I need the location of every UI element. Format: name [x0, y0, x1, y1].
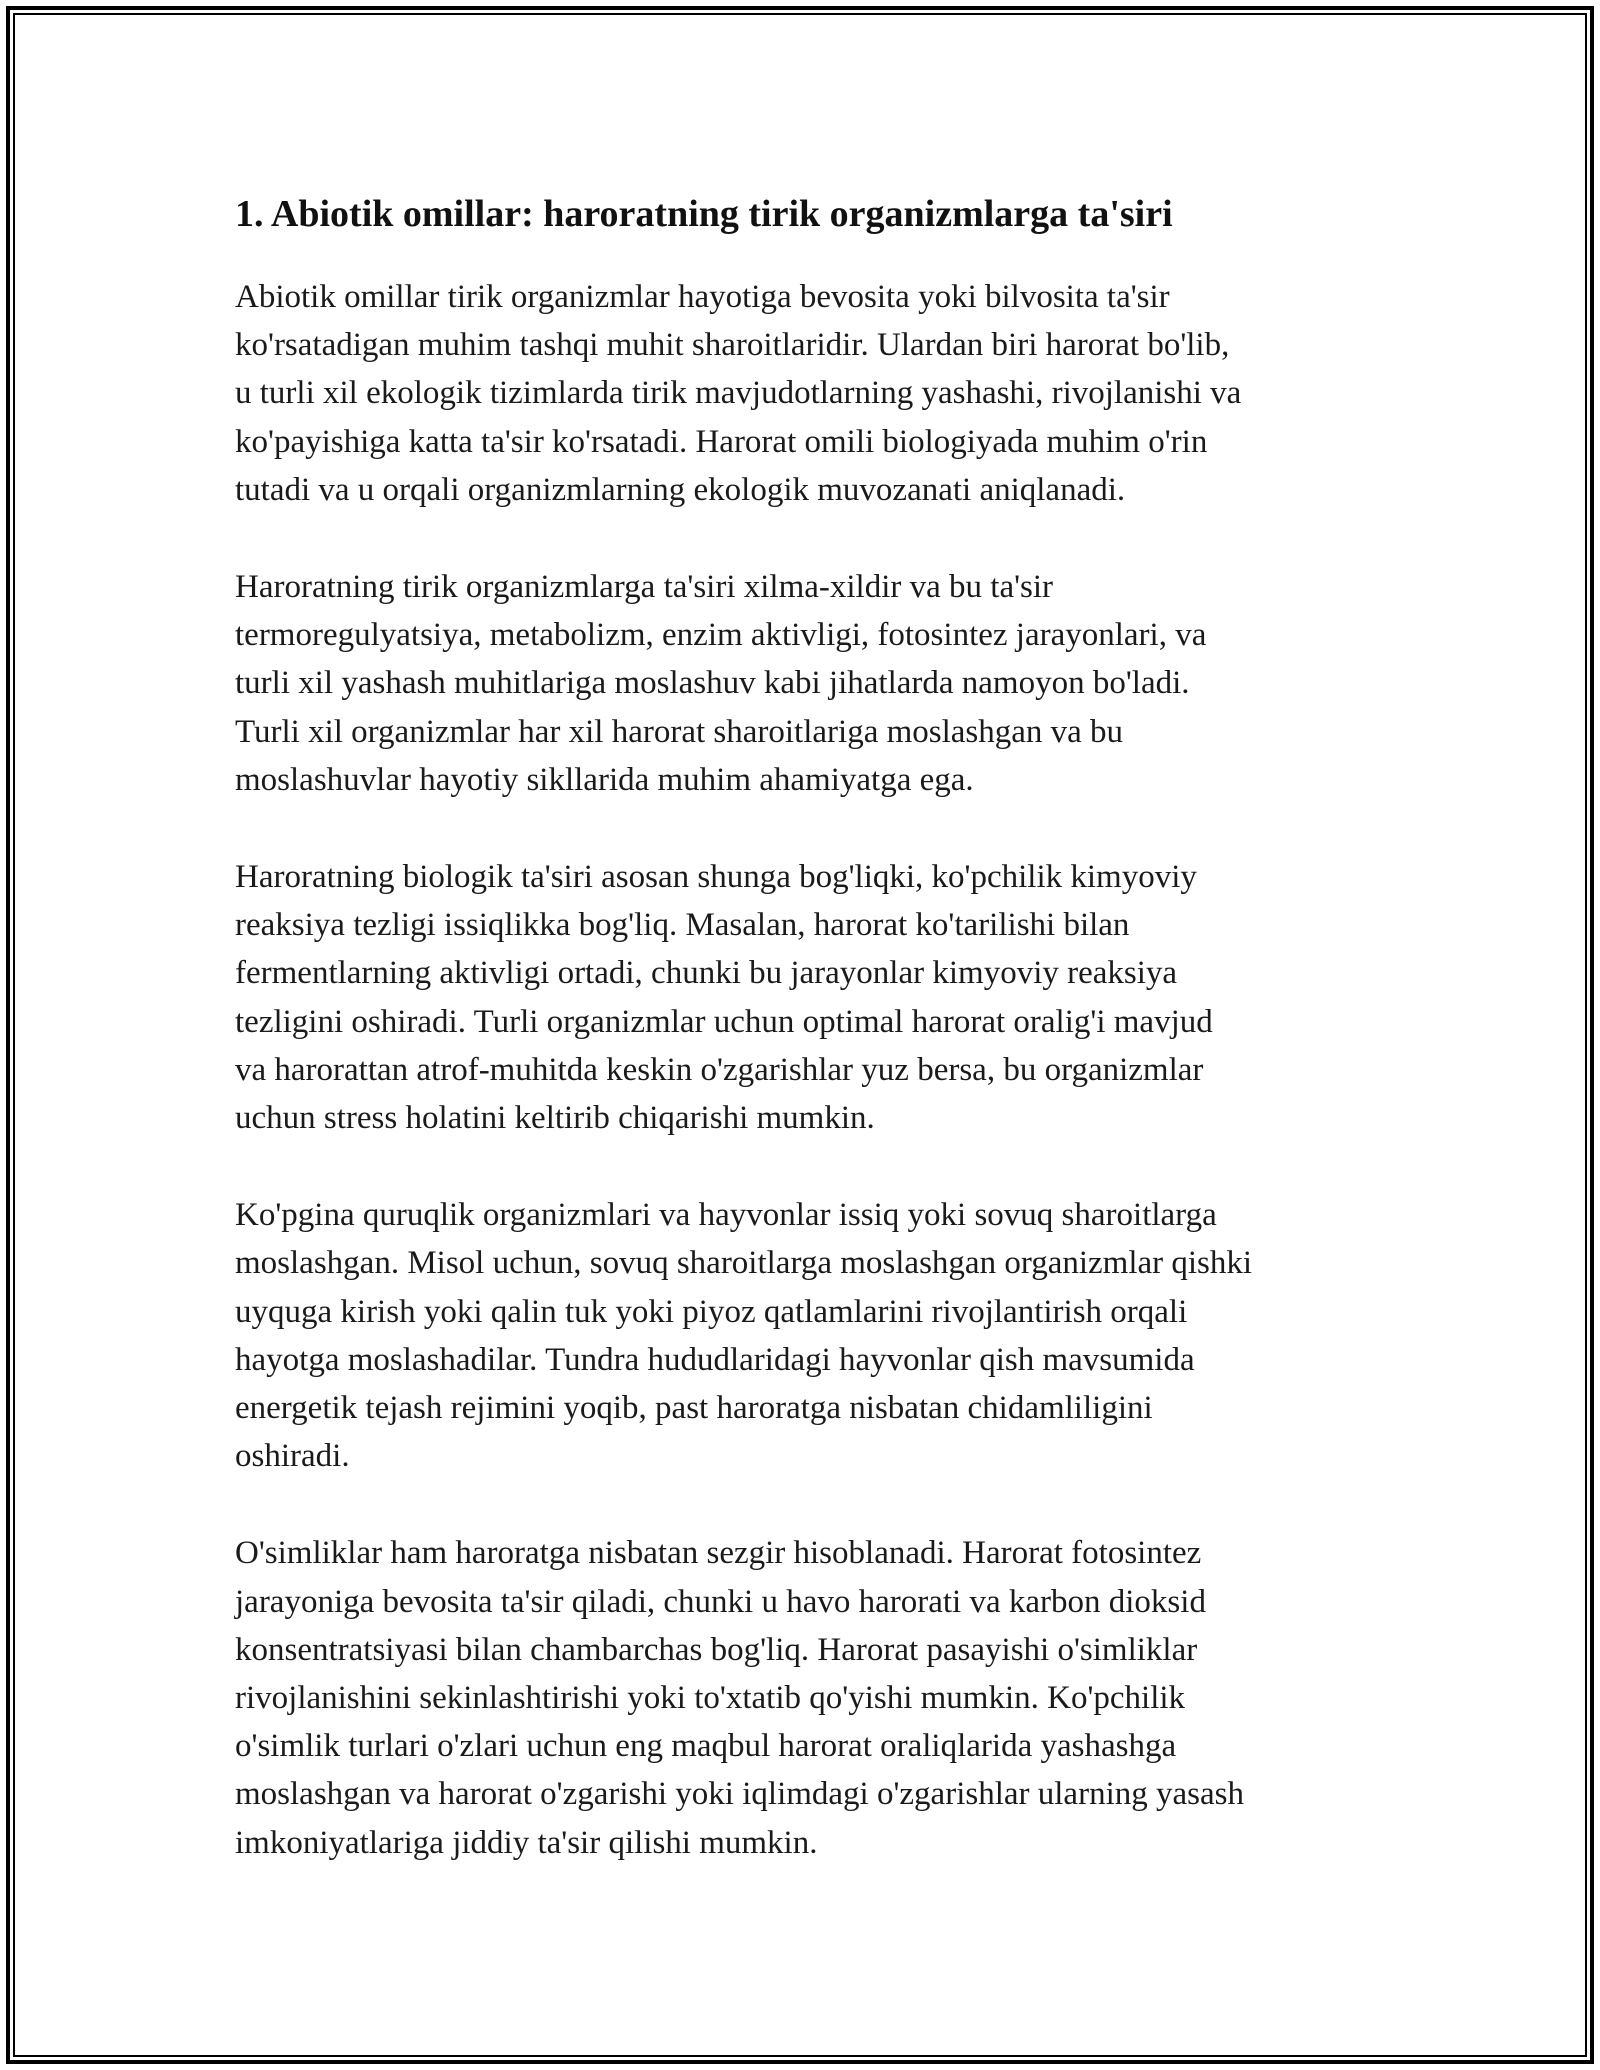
- paragraph-line: tutadi va u orqali organizmlarning ekologik muvozanati aniqlanadi.: [235, 471, 1126, 508]
- paragraph-line: Abiotik omillar tirik organizmlar hayotiga bevosita yoki bilvosita ta'sir: [235, 279, 1170, 315]
- paragraph-line: termoregulyatsiya, metabolizm, enzim aktivligi, fotosintez jarayonlari, va: [235, 617, 1207, 654]
- paragraph-line: hayotga moslashadilar. Tundra hududlaridagi hayvonlar qish mavsumida: [235, 1341, 1195, 1378]
- paragraph-line: ko'payishiga katta ta'sir ko'rsatadi. Harorat omili biologiyada muhim o'rin: [235, 423, 1208, 460]
- paragraph-line: ko'rsatadigan muhim tashqi muhit sharoitlaridir. Ulardan biri harorat bo'lib,: [235, 327, 1230, 364]
- paragraph-line: imkoniyatlariga jiddiy ta'sir qilishi mumkin.: [235, 1824, 818, 1861]
- paragraph-line: fermentlarning aktivligi ortadi, chunki bu jarayonlar kimyoviy reaksiya: [235, 955, 1178, 992]
- paragraph-line: energetik tejash rejimini yoqib, past haroratga nisbatan chidamliligini: [235, 1390, 1153, 1427]
- paragraph-line: uchun stress holatini keltirib chiqarishi mumkin.: [235, 1100, 875, 1137]
- paragraph-line: reaksiya tezligi issiqlikka bog'liq. Masalan, harorat ko'tarilishi bilan: [235, 907, 1130, 944]
- paragraph-4: [235, 1191, 1395, 1480]
- paragraph-1: [235, 273, 1395, 514]
- paragraph-line: rivojlanishini sekinlashtirishi yoki to'xtatib qo'yishi mumkin. Ko'pchilik: [235, 1680, 1186, 1717]
- paragraph-line: O'simliklar ham haroratga nisbatan sezgir hisoblanadi. Harorat fotosintez: [235, 1535, 1202, 1572]
- paragraph-line: jarayoniga bevosita ta'sir qiladi, chunki u havo harorati va karbon dioksid: [235, 1583, 1206, 1620]
- paragraph-line: turli xil yashash muhitlariga moslashuv kabi jihatlarda namoyon bo'ladi.: [235, 665, 1190, 702]
- paragraph-line: moslashuvlar hayotiy sikllarida muhim ahamiyatga ega.: [235, 761, 974, 798]
- paragraph-line: tezligini oshiradi. Turli organizmlar uchun optimal harorat oralig'i mavjud: [235, 1003, 1213, 1040]
- document-body: [235, 185, 1395, 1916]
- paragraph-line: Haroratning tirik organizmlarga ta'siri xilma-xildir va bu ta'sir: [235, 569, 1054, 606]
- paragraph-line: konsentratsiyasi bilan chambarchas bog'liq. Harorat pasayishi o'simliklar: [235, 1631, 1198, 1668]
- paragraph-5: [235, 1529, 1395, 1866]
- paragraph-line: Haroratning biologik ta'siri asosan shunga bog'liqki, ko'pchilik kimyoviy: [235, 859, 1197, 896]
- paragraph-2: [235, 563, 1395, 804]
- paragraph-line: moslashgan va harorat o'zgarishi yoki iqlimdagi o'zgarishlar ularning yasash: [235, 1776, 1244, 1813]
- paragraph-line: oshiradi.: [235, 1438, 350, 1475]
- paragraph-line: Turli xil organizmlar har xil harorat sharoitlariga moslashgan va bu: [235, 713, 1124, 750]
- paragraph-line: u turli xil ekologik tizimlarda tirik mavjudotlarning yashashi, rivojlanishi va: [235, 375, 1242, 412]
- paragraph-line: uyquga kirish yoki qalin tuk yoki piyoz qatlamlarini rivojlantirish orqali: [235, 1293, 1188, 1330]
- paragraph-line: moslashgan. Misol uchun, sovuq sharoitlarga moslashgan organizmlar qishki: [235, 1245, 1253, 1282]
- document-title: 1. Abiotik omillar: haroratning tirik organizmlarga ta'siri: [235, 193, 1173, 235]
- paragraph-line: o'simlik turlari o'zlari uchun eng maqbul harorat oraliqlarida yashashga: [235, 1728, 1177, 1765]
- paragraph-line: Ko'pgina quruqlik organizmlari va hayvonlar issiq yoki sovuq sharoitlarga: [235, 1197, 1217, 1234]
- paragraph-line: va harorattan atrof-muhitda keskin o'zgarishlar yuz bersa, bu organizmlar: [235, 1051, 1204, 1088]
- paragraph-3: [235, 853, 1395, 1142]
